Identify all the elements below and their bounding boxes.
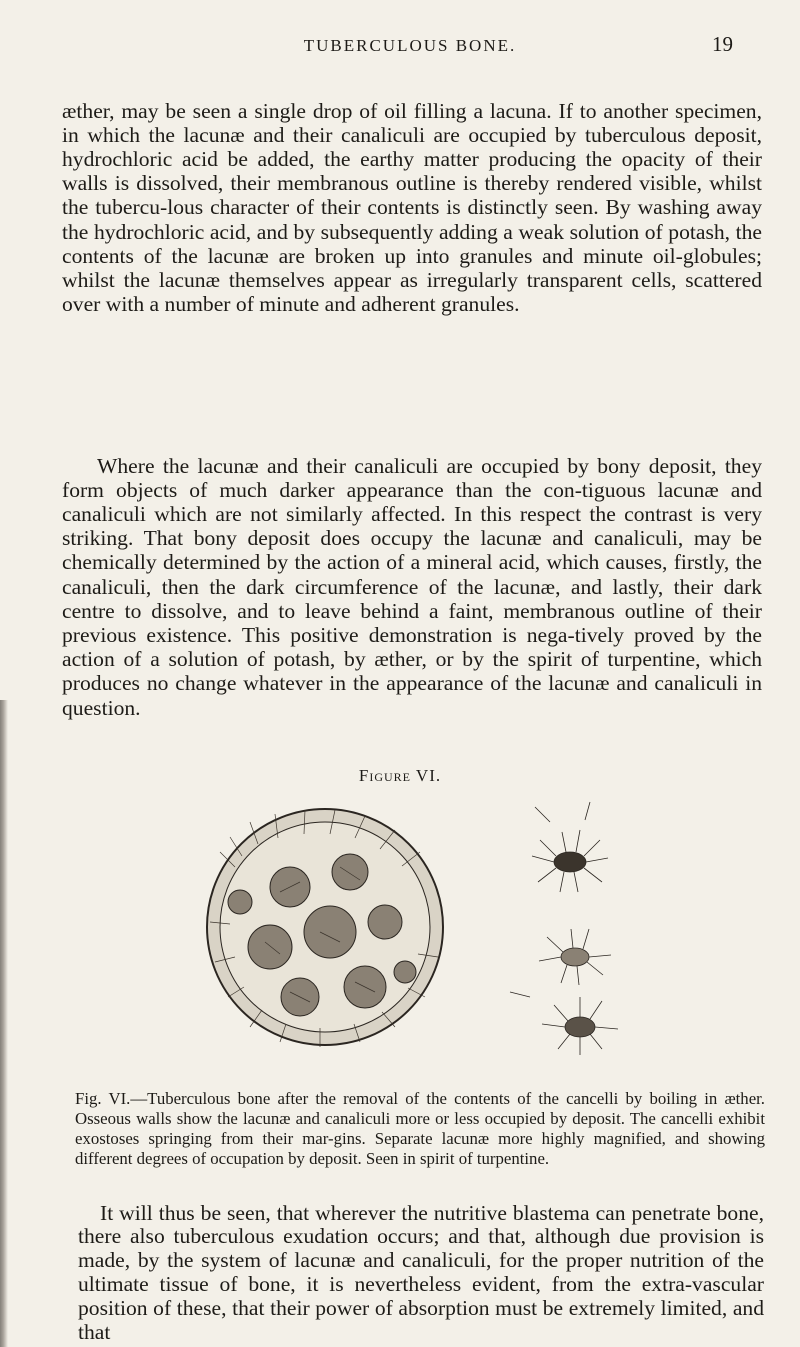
figure-title: Figure VI.	[358, 766, 442, 785]
running-title: TUBERCULOUS BONE.	[303, 36, 517, 55]
page-number: 19	[712, 32, 733, 56]
figure-illustration	[180, 792, 650, 1062]
bone-section-drawing	[207, 809, 443, 1047]
running-head	[0, 32, 800, 66]
page-binding-shadow	[0, 700, 8, 1347]
magnified-lacunae-drawing	[510, 802, 618, 1055]
paragraph-2: Where the lacunæ and their canaliculi are occupied by bony deposit, they form objects of much darker appearance than the con-tiguous lacunæ and canaliculi which are not similarly affected. In this respect the contrast is very striking. That bony deposit does occupy the lacunæ and canaliculi, may be chemically determined by the action of a mineral acid, which causes, firstly, the canaliculi, then the dark circumference of the lacunæ, and lastly, their dark centre to dissolve, and to leave behind a faint, membranous outline of their previous existence. This positive demonstration is nega-tively proved by the action of a solution of potash, by æther, or by the spirit of turpentine, which produces no change whatever in the appearance of the lacunæ and canaliculi in question.	[62, 453, 762, 720]
paragraph-1: æther, may be seen a single drop of oil filling a lacuna. If to another specimen, in which the lacunæ and their canaliculi are occupied by tuberculous deposit, hydrochloric acid be added, the earthy matter producing the opacity of their walls is dissolved, their membranous outline is thereby rendered visible, whilst the tubercu-lous character of their contents is distinctly seen. By washing away the hydrochloric acid, and by subsequently adding a weak solution of potash, the contents of the lacunæ are broken up into granules and minute oil-globules; whilst the lacunæ themselves appear as irregularly transparent cells, scattered over with a number of minute and adherent granules.	[62, 98, 762, 317]
figure-caption: Fig. VI.—Tuberculous bone after the removal of the contents of the cancelli by boiling in æther. Osseous walls show the lacunæ and canaliculi more or less occupied by deposit. The cancelli exhibit exostoses springing from their mar-gins. Separate lacunæ more highly magnified, and showing different degrees of occupation by deposit. Seen in spirit of turpentine.	[75, 1088, 765, 1169]
paragraph-3: It will thus be seen, that wherever the nutritive blastema can penetrate bone, there also tuberculous exudation occurs; and that, although due provision is made, by the system of lacunæ and canaliculi, for the proper nutrition of the ultimate tissue of bone, it is nevertheless evident, from the extra-vascular position of these, that their power of absorption must be extremely limited, and that	[78, 1200, 764, 1344]
